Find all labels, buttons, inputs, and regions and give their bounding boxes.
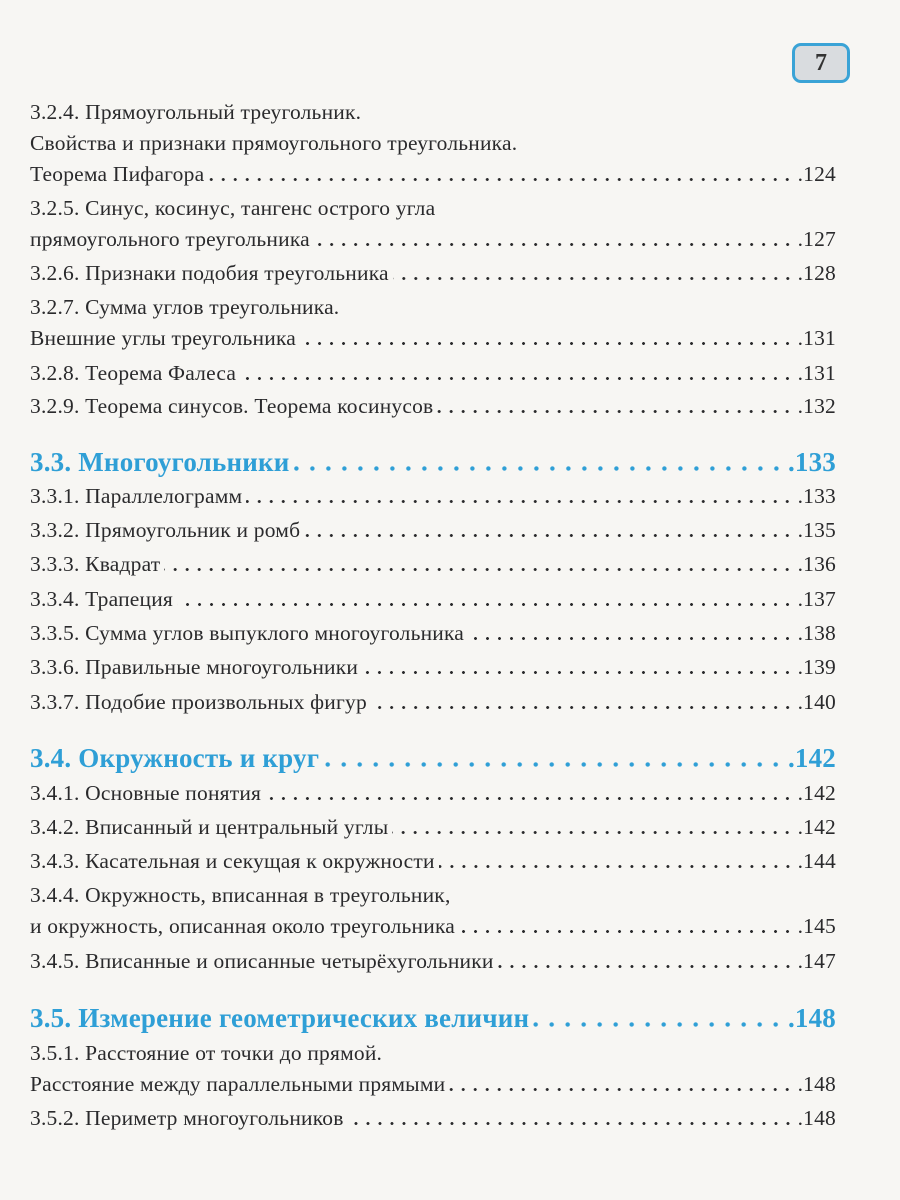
toc-entry	[30, 849, 836, 874]
toc-entry-title: 3.3.7. Подобие произвольных фигур	[30, 690, 367, 714]
toc-entry-title: 3.2.9. Теорема синусов. Теорема косинусов	[30, 394, 434, 418]
toc-entry	[30, 587, 836, 612]
toc-page-number: .131	[797, 361, 836, 385]
toc-page-number: .124	[797, 162, 836, 186]
toc-entry-title: 3.3.3. Квадрат	[30, 552, 161, 576]
toc-entry-title: 3.3.2. Прямоугольник и ромб	[30, 518, 301, 542]
toc-entry-title: 3.3.1. Параллелограмм	[30, 484, 243, 508]
toc-entry-title: 3.4. Окружность и круг	[30, 743, 320, 773]
toc-entry-title: 3.3. Многоугольники	[30, 447, 290, 477]
toc-page-number: .128	[797, 261, 836, 285]
dot-leader	[177, 603, 794, 606]
toc-page-number: .147	[797, 949, 836, 973]
toc-entry-title: 3.2.8. Теорема Фалеса	[30, 361, 237, 385]
dot-leader	[371, 706, 794, 709]
toc-entry-title: 3.2.4. Прямоугольный треугольник.	[30, 100, 362, 124]
dot-leader	[498, 965, 794, 968]
toc-entry-title: Свойства и признаки прямоугольного треугольника.	[30, 131, 518, 155]
toc-page-number: .142	[787, 743, 836, 773]
toc-page-number: .144	[797, 849, 836, 873]
toc-entry-title: Теорема Пифагора	[30, 162, 205, 186]
toc-entry-title: 3.5.2. Периметр многоугольников	[30, 1106, 344, 1130]
dot-leader	[533, 1022, 784, 1027]
dot-leader	[459, 930, 794, 933]
toc-section-heading	[30, 447, 836, 478]
toc-entry-title: 3.5.1. Расстояние от точки до прямой.	[30, 1041, 383, 1065]
toc-entry	[30, 162, 836, 187]
toc-entry	[30, 484, 836, 509]
toc-entry	[30, 914, 836, 939]
toc-entry-title: 3.3.6. Правильные многоугольники	[30, 655, 359, 679]
toc-entry	[30, 1106, 836, 1131]
dot-leader	[294, 466, 784, 471]
dot-leader	[362, 671, 793, 674]
toc-entry	[30, 131, 836, 156]
toc-page-number: .135	[797, 518, 836, 542]
toc-entry	[30, 690, 836, 715]
toc-section-heading	[30, 1003, 836, 1034]
page-number-badge	[792, 43, 850, 83]
toc-entry-title: Внешние углы треугольника	[30, 326, 297, 350]
toc-page-number: .139	[797, 655, 836, 679]
dot-leader	[304, 534, 793, 537]
dot-leader	[246, 500, 793, 503]
dot-leader	[240, 377, 793, 380]
toc-entry-title: 3.4.4. Окружность, вписанная в треугольник,	[30, 883, 451, 907]
toc-entry	[30, 261, 836, 286]
toc-entry	[30, 883, 836, 908]
toc-entry-title: 3.4.5. Вписанные и описанные четырёхугольники	[30, 949, 494, 973]
toc-page-number: .148	[797, 1072, 836, 1096]
toc-entry-title: прямоугольного треугольника	[30, 227, 310, 251]
dot-leader	[468, 637, 794, 640]
dot-leader	[314, 243, 794, 246]
toc-entry	[30, 621, 836, 646]
toc-entry	[30, 655, 836, 680]
toc-page-number: .148	[797, 1106, 836, 1130]
toc-entry	[30, 227, 836, 252]
dot-leader	[393, 277, 794, 280]
toc-page-number: .142	[797, 815, 836, 839]
toc-entry	[30, 552, 836, 577]
dot-leader	[449, 1088, 793, 1091]
toc-entry-title: 3.2.6. Признаки подобия треугольника	[30, 261, 389, 285]
toc-entry	[30, 815, 836, 840]
toc-entry-title: и окружность, описанная около треугольника	[30, 914, 456, 938]
page-number: 7	[815, 49, 827, 76]
toc-entry	[30, 100, 836, 125]
toc-page-number: .138	[797, 621, 836, 645]
toc-page-number: .131	[797, 326, 836, 350]
toc-page-number: .133	[787, 447, 836, 477]
dot-leader	[300, 342, 794, 345]
toc-entry-title: 3.4.3. Касательная и секущая к окружности	[30, 849, 435, 873]
toc-entry-title: 3.2.5. Синус, косинус, тангенс острого угла	[30, 196, 436, 220]
toc-entry	[30, 1041, 836, 1066]
toc-entry-title: 3.5. Измерение геометрических величин	[30, 1003, 530, 1033]
toc-entry	[30, 518, 836, 543]
toc-entry	[30, 295, 836, 320]
dot-leader	[439, 865, 794, 868]
toc-entry	[30, 781, 836, 806]
dot-leader	[437, 410, 793, 413]
toc-entry-title: 3.3.4. Трапеция	[30, 587, 174, 611]
dot-leader	[348, 1122, 794, 1125]
toc-entry-title: 3.4.2. Вписанный и центральный углы	[30, 815, 389, 839]
toc-entry	[30, 949, 836, 974]
dot-leader	[265, 797, 793, 800]
toc-page-number: .137	[797, 587, 836, 611]
toc-section-heading	[30, 743, 836, 774]
toc-page-number: .136	[797, 552, 836, 576]
toc-page-number: .132	[797, 394, 836, 418]
toc-entry-title: 3.3.5. Сумма углов выпуклого многоугольника	[30, 621, 465, 645]
toc-page-number: .133	[797, 484, 836, 508]
toc-entry	[30, 394, 836, 419]
dot-leader	[164, 568, 793, 571]
toc-entry	[30, 1072, 836, 1097]
dot-leader	[323, 762, 784, 767]
toc-entry	[30, 361, 836, 386]
toc-page-number: .145	[797, 914, 836, 938]
toc-page-number: .142	[797, 781, 836, 805]
toc-entry	[30, 326, 836, 351]
toc-entry-title: 3.4.1. Основные понятия	[30, 781, 262, 805]
toc-page-number: .127	[797, 227, 836, 251]
dot-leader	[392, 831, 793, 834]
dot-leader	[208, 178, 793, 181]
toc-entry-title: 3.2.7. Сумма углов треугольника.	[30, 295, 340, 319]
toc-page-number: .148	[787, 1003, 836, 1033]
toc-entry	[30, 196, 836, 221]
toc-entry-title: Расстояние между параллельными прямыми	[30, 1072, 446, 1096]
toc-page-number: .140	[797, 690, 836, 714]
